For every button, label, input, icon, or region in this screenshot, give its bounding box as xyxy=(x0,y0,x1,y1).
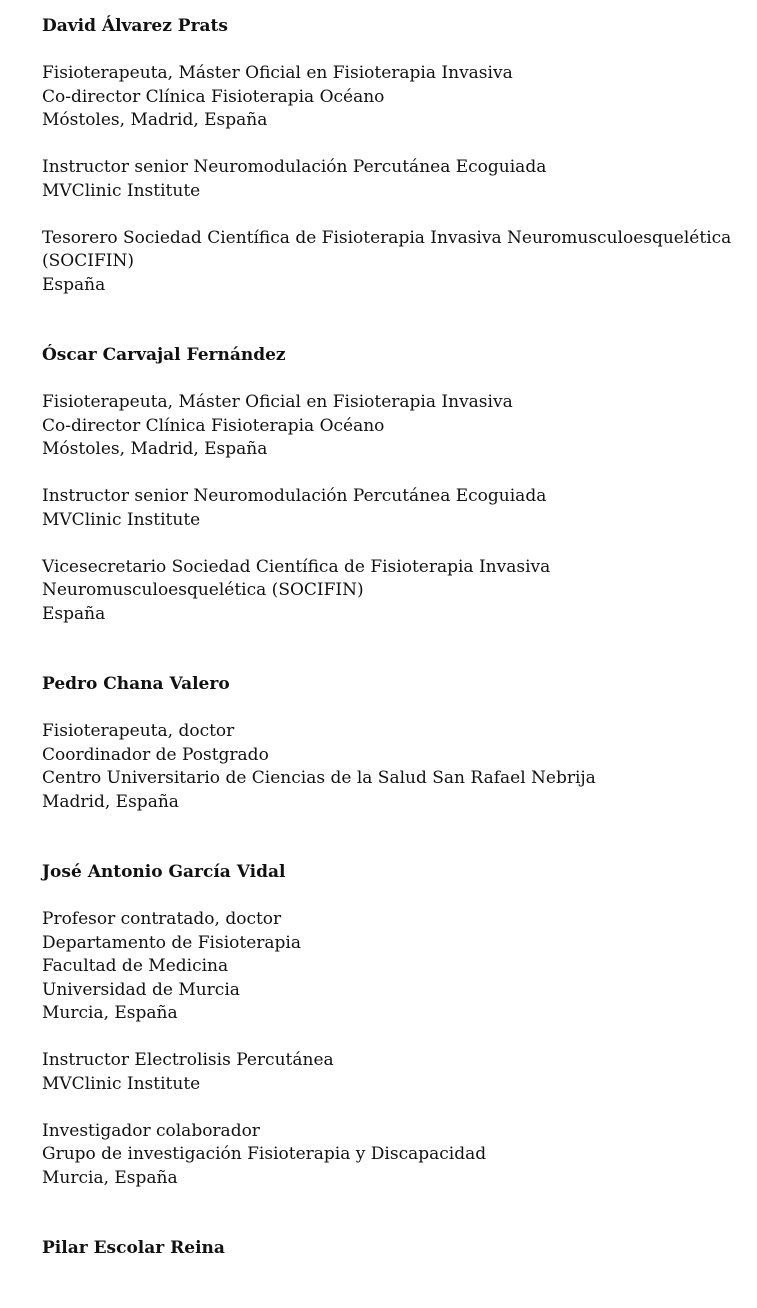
affiliation-line: Instructor Electrolisis Percutánea xyxy=(42,1050,334,1070)
affiliation-line: Neuromusculoesquelética (SOCIFIN) xyxy=(42,580,364,600)
author-entry xyxy=(42,861,737,1190)
affiliation-line: Fisioterapeuta, Máster Oficial en Fisioterapia Invasiva xyxy=(42,392,513,412)
affiliation-line: Móstoles, Madrid, España xyxy=(42,439,268,459)
affiliation-line: Madrid, España xyxy=(42,791,179,812)
affiliation-line: Fisioterapeuta, doctor xyxy=(42,721,235,741)
affiliation-line: Investigador colaborador xyxy=(42,1120,260,1141)
affiliation-line: España xyxy=(42,274,106,295)
affiliation-line: MVClinic Institute xyxy=(42,180,201,201)
author-name: Óscar Carvajal Fernández xyxy=(42,345,286,365)
author-entry xyxy=(42,15,737,297)
affiliation-block xyxy=(42,556,737,627)
affiliation-line: Murcia, España xyxy=(42,1003,178,1023)
author-name: David Álvarez Prats xyxy=(42,16,228,36)
affiliation-line: Fisioterapeuta, Máster Oficial en Fisioterapia Invasiva xyxy=(42,63,513,83)
affiliation-line: (SOCIFIN) xyxy=(42,251,134,271)
affiliation-line: Universidad de Murcia xyxy=(42,979,240,1000)
author-entry xyxy=(42,673,737,814)
affiliation-block xyxy=(42,720,737,814)
author-entry xyxy=(42,344,737,626)
affiliation-line: Instructor senior Neuromodulación Percutánea Ecoguiada xyxy=(42,486,547,506)
affiliation-block xyxy=(42,908,737,1026)
affiliation-line: Móstoles, Madrid, España xyxy=(42,110,268,130)
affiliation-line: Facultad de Medicina xyxy=(42,956,229,976)
affiliation-line: Centro Universitario de Ciencias de la Salud San Rafael Nebrija xyxy=(42,768,596,788)
affiliation-line: España xyxy=(42,603,106,624)
author-name: José Antonio García Vidal xyxy=(42,862,286,882)
affiliation-block xyxy=(42,62,737,133)
affiliation-block xyxy=(42,156,737,203)
affiliation-block xyxy=(42,1049,737,1096)
affiliation-line: Co-director Clínica Fisioterapia Océano xyxy=(42,86,385,107)
affiliation-line: MVClinic Institute xyxy=(42,509,201,530)
affiliation-line: Departamento de Fisioterapia xyxy=(42,932,301,953)
author-name: Pilar Escolar Reina xyxy=(42,1238,225,1258)
affiliation-line: Murcia, España xyxy=(42,1167,178,1188)
affiliation-line: Tesorero Sociedad Científica de Fisioterapia Invasiva Neuromusculoesquelética xyxy=(42,227,732,248)
affiliation-block xyxy=(42,391,737,462)
author-name: Pedro Chana Valero xyxy=(42,674,230,694)
affiliation-line: Grupo de investigación Fisioterapia y Discapacidad xyxy=(42,1144,487,1164)
affiliation-line: Vicesecretario Sociedad Científica de Fisioterapia Invasiva xyxy=(42,556,551,577)
affiliation-line: Instructor senior Neuromodulación Percutánea Ecoguiada xyxy=(42,157,547,177)
author-list xyxy=(42,15,737,1308)
affiliation-line: MVClinic Institute xyxy=(42,1073,201,1094)
author-entry xyxy=(42,1237,737,1261)
affiliation-block xyxy=(42,485,737,532)
affiliation-block xyxy=(42,227,737,298)
affiliation-block xyxy=(42,1120,737,1191)
affiliation-line: Coordinador de Postgrado xyxy=(42,744,269,765)
affiliation-line: Co-director Clínica Fisioterapia Océano xyxy=(42,415,385,436)
affiliation-line: Profesor contratado, doctor xyxy=(42,909,282,929)
